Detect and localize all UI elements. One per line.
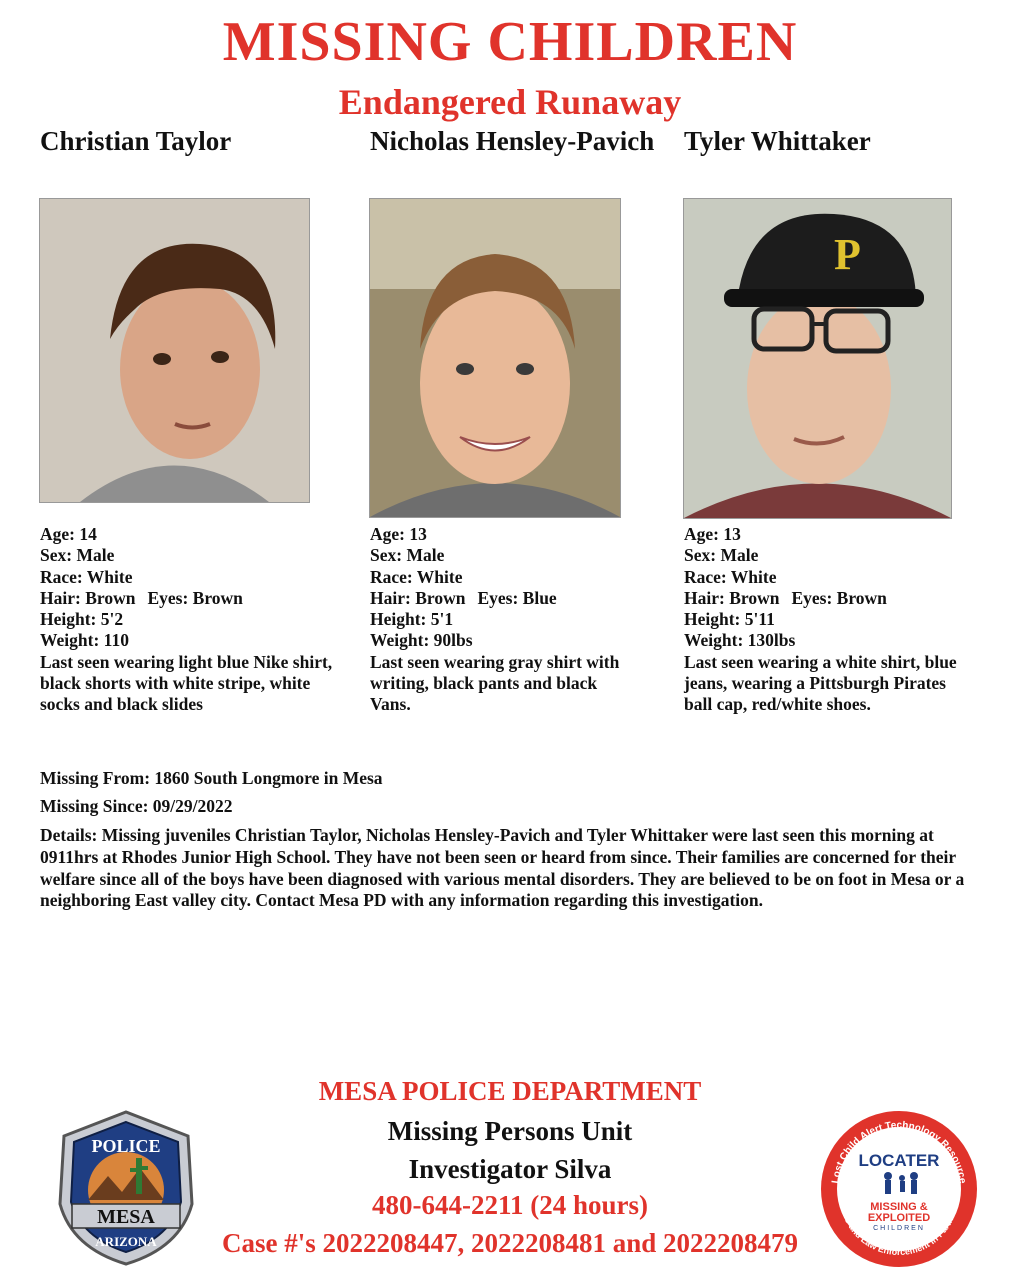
child-photo-3 <box>683 198 952 519</box>
hair-eyes-line <box>684 588 974 609</box>
child-name-3: Tyler Whittaker <box>684 126 871 156</box>
case-details: Details: Missing juveniles Christian Taylor, Nicholas Hensley-Pavich and Tyler Whittaker were last seen this morning at 0911hrs at Rhodes Junior High School. They have not been seen or heard from since. Their families are concerned for their welfare since all of the boys have been diagnosed with various mental disorders. They are believed to be on foot in Mesa or a neighboring East valley city. Contact Mesa PD with any information regarding this investigation. <box>40 825 965 911</box>
age-text: Age: 14 <box>40 524 97 544</box>
age-text: Age: 13 <box>370 524 427 544</box>
locater-ring-bottom-text: CMEC and Law Enforcement in Partnershi <box>837 1197 960 1258</box>
child-info-1 <box>40 524 340 716</box>
badge-text-arizona: ARIZONA <box>95 1234 157 1249</box>
height-text: Height: 5'2 <box>40 609 124 630</box>
race-text: Race: White <box>684 566 777 587</box>
eyes-text: Eyes: Brown <box>791 587 887 608</box>
contact-phone: 480-644-2211 (24 hours) <box>372 1190 648 1220</box>
child-photo-1 <box>39 198 310 503</box>
child-photo-2 <box>369 198 621 518</box>
age-text: Age: 13 <box>684 524 741 544</box>
locater-sub3: CHILDREN <box>873 1225 925 1232</box>
child-name-1: Christian Taylor <box>40 126 232 156</box>
sex-text: Sex: Male <box>684 545 759 566</box>
sex-text: Sex: Male <box>40 545 115 566</box>
hair-text: Hair: Brown <box>40 587 136 608</box>
weight-text: Weight: 90lbs <box>370 630 473 651</box>
clothing-text: Last seen wearing light blue Nike shirt, black shorts with white stripe, white socks and black slides <box>40 651 333 715</box>
weight-text: Weight: 110 <box>40 630 129 651</box>
locater-ring-top-text: Lost Child Alert Technology Resource <box>830 1120 968 1185</box>
hair-eyes-line <box>40 588 340 609</box>
sex-text: Sex: Male <box>370 545 445 566</box>
clothing-text: Last seen wearing gray shirt with writing, black pants and black Vans. <box>370 651 620 715</box>
missing-from: Missing From: 1860 South Longmore in Mesa <box>40 768 383 788</box>
eyes-text: Eyes: Blue <box>477 587 557 608</box>
race-text: Race: White <box>370 566 463 587</box>
child-info-3 <box>684 524 974 716</box>
height-text: Height: 5'11 <box>684 609 775 630</box>
badge-text-mesa: MESA <box>97 1206 155 1228</box>
locater-sub2: EXPLOITED <box>867 1212 931 1224</box>
race-text: Race: White <box>40 566 133 587</box>
investigator-name: Investigator Silva <box>408 1154 612 1184</box>
poster-title: MISSING CHILDREN <box>222 11 798 73</box>
case-numbers: Case #'s 2022208447, 2022208481 and 2022208479 <box>221 1228 799 1258</box>
height-text: Height: 5'1 <box>370 609 454 630</box>
child-info-2 <box>370 524 632 716</box>
clothing-text: Last seen wearing a white shirt, blue jeans, wearing a Pittsburgh Pirates ball cap, red/white shoes. <box>684 651 957 715</box>
svg-text:P: P <box>834 230 861 279</box>
locater-title: LOCATER <box>858 1151 940 1170</box>
locater-sub1: MISSING & <box>870 1201 928 1213</box>
weight-text: Weight: 130lbs <box>684 630 796 651</box>
badge-text-police: POLICE <box>91 1136 161 1156</box>
hair-text: Hair: Brown <box>370 587 466 608</box>
missing-since: Missing Since: 09/29/2022 <box>40 796 233 816</box>
poster-subtitle: Endangered Runaway <box>338 82 682 122</box>
locater-ncmec-logo <box>818 1108 980 1270</box>
unit-name: Missing Persons Unit <box>387 1116 633 1146</box>
department-name: MESA POLICE DEPARTMENT <box>318 1076 702 1106</box>
hair-eyes-line <box>370 588 632 609</box>
mesa-police-badge-logo <box>52 1108 200 1268</box>
child-name-2: Nicholas Hensley-Pavich <box>370 126 655 156</box>
eyes-text: Eyes: Brown <box>147 587 243 608</box>
hair-text: Hair: Brown <box>684 587 780 608</box>
